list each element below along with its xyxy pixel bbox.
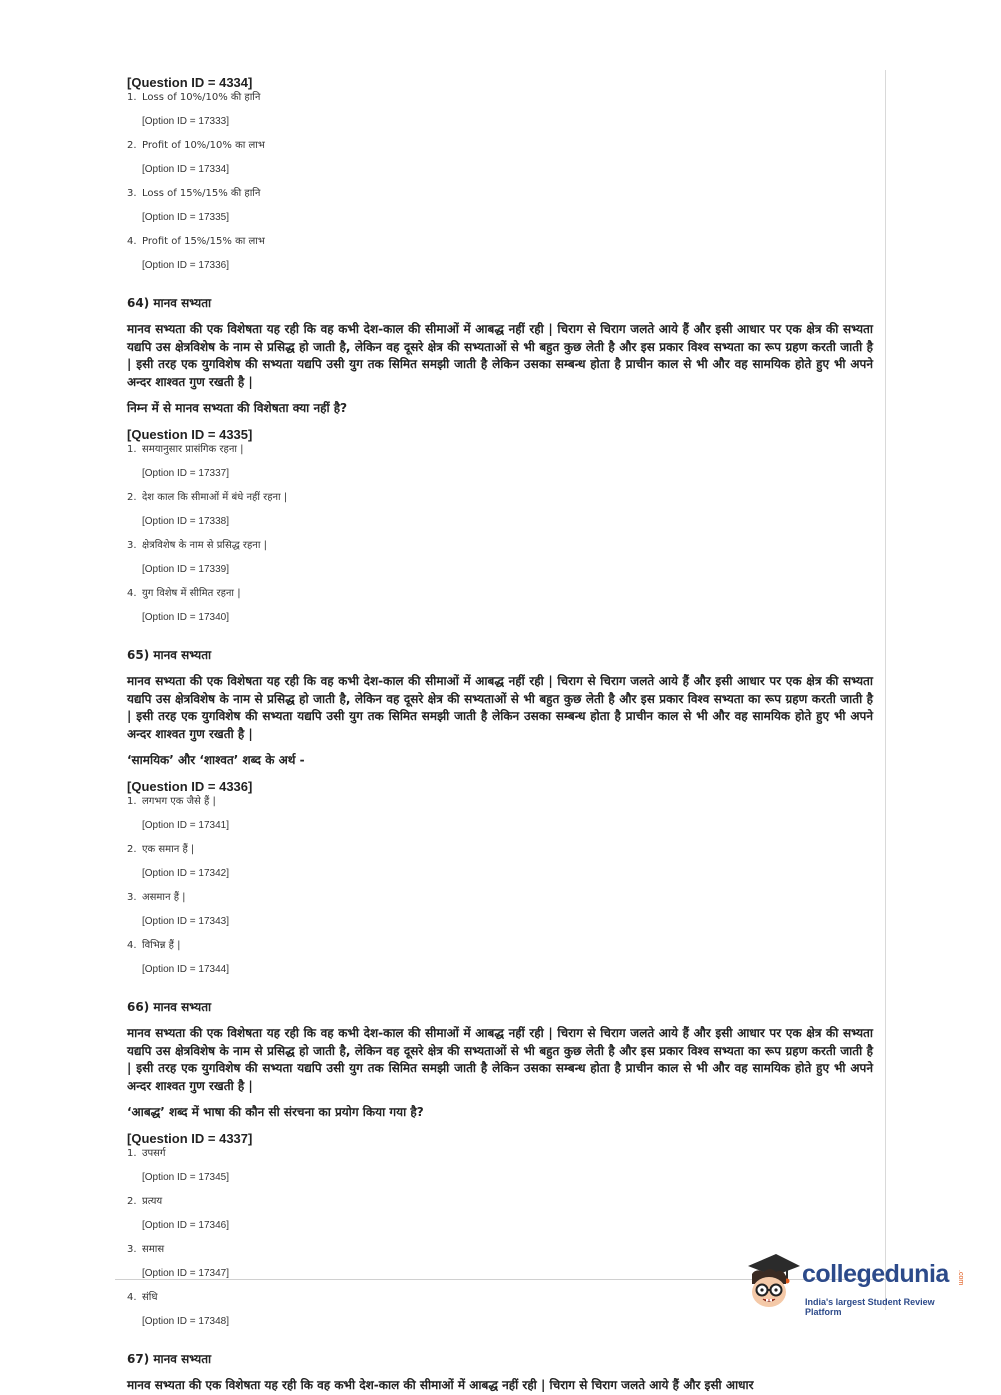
question-id: [Question ID = 4335] xyxy=(127,427,253,442)
passage-text: मानव सभ्यता की एक विशेषता यह रही कि वह कभी देश-काल की सीमाओं में आबद्ध नहीं रही | चिराग से चिराग जलते आये हैं और इसी आधार xyxy=(127,1378,754,1392)
option-item xyxy=(127,187,873,225)
option-label: युग विशेष में सीमित रहना | xyxy=(142,588,241,599)
option-label: संधि xyxy=(142,1292,158,1303)
option-label: देश काल कि सीमाओं में बंधे नहीं रहना | xyxy=(142,492,288,503)
option-label: क्षेत्रविशेष के नाम से प्रसिद्ध रहना | xyxy=(142,540,267,551)
option-number: 2. xyxy=(127,492,137,503)
option-label: Loss of 10%/10% की हानि xyxy=(142,92,261,103)
option-item xyxy=(127,891,873,929)
passage-text: मानव सभ्यता की एक विशेषता यह रही कि वह कभी देश-काल की सीमाओं में आबद्ध नहीं रही | चिराग से चिराग जलते आये हैं और इसी आधार पर एक क्षेत्र की सभ्यता यद्यपि उस क्षेत्रविशेष के नाम से प्रसिद्ध हो जाती है, लेकिन वह दूसरे क्षेत्र की सभ्यताओं से भी बहुत कुछ लेती है और इस प्रकार विश्व सभ्यता का रूप ग्रहण करती जाती है | इसी तरह एक युगविशेष की सभ्यता यद्यपि उसी युग तक सिमित समझी जाती है लेकिन उसका सम्बन्ध होता है प्राचीन काल से भी और वह सामयिक होते हुए भी अपने अन्दर शाश्वत गुण रखती है | xyxy=(127,322,873,389)
option-item xyxy=(127,1147,873,1185)
option-list xyxy=(127,795,873,977)
option-item xyxy=(127,539,873,577)
option-label: समयानुसार प्रासंगिक रहना | xyxy=(142,444,244,455)
brand-domain: .com xyxy=(957,1270,964,1286)
option-id: [Option ID = 17334] xyxy=(142,164,230,175)
option-item xyxy=(127,1195,873,1233)
option-label: लगभग एक जैसे हैं | xyxy=(142,796,216,807)
option-id: [Option ID = 17336] xyxy=(142,260,230,271)
option-item xyxy=(127,139,873,177)
option-item xyxy=(127,235,873,273)
question-block-67 xyxy=(127,1351,873,1395)
option-item xyxy=(127,843,873,881)
question-prompt: ‘सामयिक’ और ‘शाश्वत’ शब्द के अर्थ - xyxy=(127,753,305,767)
option-item xyxy=(127,491,873,529)
option-number: 3. xyxy=(127,892,137,903)
passage-text: मानव सभ्यता की एक विशेषता यह रही कि वह कभी देश-काल की सीमाओं में आबद्ध नहीं रही | चिराग से चिराग जलते आये हैं और इसी आधार पर एक क्षेत्र की सभ्यता यद्यपि उस क्षेत्रविशेष के नाम से प्रसिद्ध हो जाती है, लेकिन वह दूसरे क्षेत्र की सभ्यताओं से भी बहुत कुछ लेती है और इस प्रकार विश्व सभ्यता का रूप ग्रहण करती जाती है | इसी तरह एक युगविशेष की सभ्यता यद्यपि उसी युग तक सिमित समझी जाती है लेकिन उसका सम्बन्ध होता है प्राचीन काल से भी और वह सामयिक होते हुए भी अपने अन्दर शाश्वत गुण रखती है | xyxy=(127,1026,873,1093)
option-label: असमान हैं | xyxy=(142,892,186,903)
mascot-icon xyxy=(742,1248,800,1312)
question-id: [Question ID = 4337] xyxy=(127,1131,253,1146)
question-title: 65) मानव सभ्यता xyxy=(127,648,212,662)
option-number: 1. xyxy=(127,92,137,103)
brand-name: collegedunia xyxy=(802,1260,949,1288)
option-label: समास xyxy=(142,1244,165,1255)
option-item xyxy=(127,587,873,625)
document-content xyxy=(127,74,873,1395)
option-number: 2. xyxy=(127,140,137,151)
option-id: [Option ID = 17344] xyxy=(142,964,230,975)
option-id: [Option ID = 17340] xyxy=(142,612,230,623)
option-id: [Option ID = 17335] xyxy=(142,212,230,223)
collegedunia-logo[interactable] xyxy=(742,1248,970,1318)
option-item xyxy=(127,91,873,129)
option-label: Loss of 15%/15% की हानि xyxy=(142,188,261,199)
option-label: विभिन्न हैं | xyxy=(142,940,181,951)
option-number: 3. xyxy=(127,1244,137,1255)
option-id: [Option ID = 17342] xyxy=(142,868,230,879)
option-id: [Option ID = 17347] xyxy=(142,1268,230,1279)
option-number: 4. xyxy=(127,1292,137,1303)
option-id: [Option ID = 17343] xyxy=(142,916,230,927)
question-block-64 xyxy=(127,295,873,625)
option-number: 4. xyxy=(127,588,137,599)
option-list xyxy=(127,91,873,273)
option-id: [Option ID = 17339] xyxy=(142,564,230,575)
option-number: 3. xyxy=(127,188,137,199)
question-prompt: ‘आबद्ध’ शब्द में भाषा की कौन सी संरचना का प्रयोग किया गया है? xyxy=(127,1105,424,1119)
option-id: [Option ID = 17346] xyxy=(142,1220,230,1231)
option-number: 1. xyxy=(127,444,137,455)
option-label: उपसर्ग xyxy=(142,1148,166,1159)
option-item xyxy=(127,443,873,481)
option-label: Profit of 15%/15% का लाभ xyxy=(142,236,265,247)
question-prompt: निम्न में से मानव सभ्यता की विशेषता क्या नहीं है? xyxy=(127,401,348,415)
option-id: [Option ID = 17338] xyxy=(142,516,230,527)
option-item xyxy=(127,939,873,977)
option-number: 3. xyxy=(127,540,137,551)
option-id: [Option ID = 17333] xyxy=(142,116,230,127)
option-label: Profit of 10%/10% का लाभ xyxy=(142,140,265,151)
option-id: [Option ID = 17345] xyxy=(142,1172,230,1183)
question-title: 64) मानव सभ्यता xyxy=(127,296,212,310)
question-title: 66) मानव सभ्यता xyxy=(127,1000,212,1014)
question-block-4334 xyxy=(127,74,873,273)
option-number: 2. xyxy=(127,844,137,855)
option-item xyxy=(127,795,873,833)
passage-text: मानव सभ्यता की एक विशेषता यह रही कि वह कभी देश-काल की सीमाओं में आबद्ध नहीं रही | चिराग से चिराग जलते आये हैं और इसी आधार पर एक क्षेत्र की सभ्यता यद्यपि उस क्षेत्रविशेष के नाम से प्रसिद्ध हो जाती है, लेकिन वह दूसरे क्षेत्र की सभ्यताओं से भी बहुत कुछ लेती है और इस प्रकार विश्व सभ्यता का रूप ग्रहण करती जाती है | इसी तरह एक युगविशेष की सभ्यता यद्यपि उसी युग तक सिमित समझी जाती है लेकिन उसका सम्बन्ध होता है प्राचीन काल से भी और वह सामयिक होते हुए भी अपने अन्दर शाश्वत गुण रखती है | xyxy=(127,674,873,741)
option-label: प्रत्यय xyxy=(142,1196,163,1207)
option-number: 4. xyxy=(127,236,137,247)
question-id: [Question ID = 4334] xyxy=(127,75,253,90)
question-id: [Question ID = 4336] xyxy=(127,779,253,794)
question-title: 67) मानव सभ्यता xyxy=(127,1352,212,1366)
option-id: [Option ID = 17348] xyxy=(142,1316,230,1327)
option-list xyxy=(127,443,873,625)
question-block-65 xyxy=(127,647,873,977)
option-id: [Option ID = 17337] xyxy=(142,468,230,479)
option-label: एक समान हैं | xyxy=(142,844,195,855)
option-number: 4. xyxy=(127,940,137,951)
option-number: 1. xyxy=(127,796,137,807)
option-id: [Option ID = 17341] xyxy=(142,820,230,831)
option-number: 1. xyxy=(127,1148,137,1159)
option-number: 2. xyxy=(127,1196,137,1207)
brand-tagline: India's largest Student Review Platform xyxy=(805,1297,935,1317)
